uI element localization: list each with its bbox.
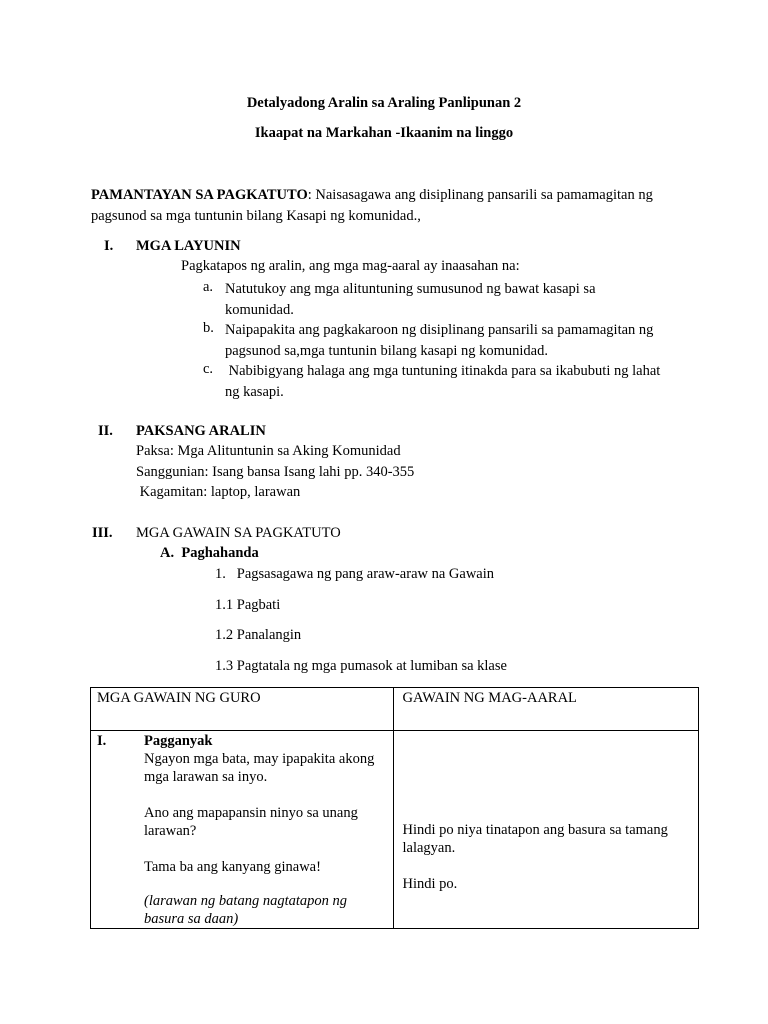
section1-heading: MGA LAYUNIN [136, 238, 241, 254]
learning-standard-label: PAMANTAYAN SA PAGKATUTO [91, 187, 308, 203]
materials-line: Kagamitan: laptop, larawan [136, 484, 301, 500]
objective-marker-b: b. [203, 320, 214, 336]
objective-c: Nabibigyang halaga ang mga tuntuning itinakda para sa ikabubuti ng lahat ng kasapi. [225, 363, 664, 400]
objective-marker-a: a. [203, 279, 214, 295]
teacher-column-label: MGA GAWAIN NG GURO [97, 690, 261, 706]
student-answer-2: Hindi po. [402, 876, 458, 892]
student-column-label: GAWAIN NG MAG-AARAL [402, 690, 577, 706]
document-title: Detalyadong Aralin sa Araling Panlipunan 2 [246, 95, 522, 111]
section2-heading: PAKSANG ARALIN [136, 423, 266, 439]
document-subtitle: Ikaapat na Markahan -Ikaanim na linggo [254, 125, 514, 141]
teacher-column-header [91, 688, 394, 731]
section3-numeral: III. [92, 525, 113, 541]
activities-table [90, 687, 699, 929]
teacher-question-1: Ano ang mapapansin ninyo sa unang larawan? [144, 805, 358, 839]
section2-numeral: II. [98, 423, 113, 439]
greeting-step: 1.1 Pagbati [215, 597, 281, 613]
section1-numeral: I. [104, 238, 114, 254]
objective-a: Natutukoy ang mga alituntuning sumusunod ng bawat kasapi sa komunidad. [225, 281, 596, 318]
preparation-subheading: A. Paghahanda [160, 545, 259, 561]
student-answer-1: Hindi po niya tinatapon ang basura sa tamang lalagyan. [402, 822, 668, 856]
objective-marker-c: c. [203, 361, 214, 377]
learning-standard-text: Naisasagawa ang disiplinang pansarili sa pamamagitan ng pagsunod sa mga tuntunin bilang Kasapi ng komunidad., [91, 187, 653, 224]
section1-intro: Pagkatapos ng aralin, ang mga mag-aaral ay inaasahan na: [181, 258, 520, 274]
motivation-heading: Pagganyak [144, 733, 213, 749]
teacher-picture-note: (larawan ng batang nagtatapon ng basura sa daan) [144, 893, 348, 927]
objective-b: Naipapakita ang pagkakaroon ng disiplinang pansarili sa pamamagitan ng pagsunod sa,mga tuntunin bilang kasapi ng komunidad. [225, 322, 654, 359]
attendance-step: 1.3 Pagtatala ng mga pumasok at lumiban sa klase [215, 658, 507, 674]
table-row [91, 731, 699, 929]
student-column-header [394, 688, 699, 731]
topic-line: Paksa: Mga Alituntunin sa Aking Komunidad [136, 443, 401, 459]
teacher-activity-cell [91, 731, 394, 929]
section3-heading: MGA GAWAIN SA PAGKATUTO [136, 525, 341, 541]
prayer-step: 1.2 Panalangin [215, 627, 302, 643]
student-activity-cell [394, 731, 699, 929]
daily-routine-step: 1. Pagsasagawa ng pang araw-araw na Gawain [215, 566, 495, 582]
learning-standard [91, 185, 691, 227]
learning-standard-colon: : [307, 187, 312, 203]
teacher-statement-1: Ngayon mga bata, may ipapakita akong mga larawan sa inyo. [144, 751, 375, 785]
reference-line: Sanggunian: Isang bansa Isang lahi pp. 340-355 [136, 464, 415, 480]
motivation-numeral: I. [97, 733, 107, 749]
teacher-question-2: Tama ba ang kanyang ginawa! [144, 859, 321, 875]
table-header-row [91, 688, 699, 731]
